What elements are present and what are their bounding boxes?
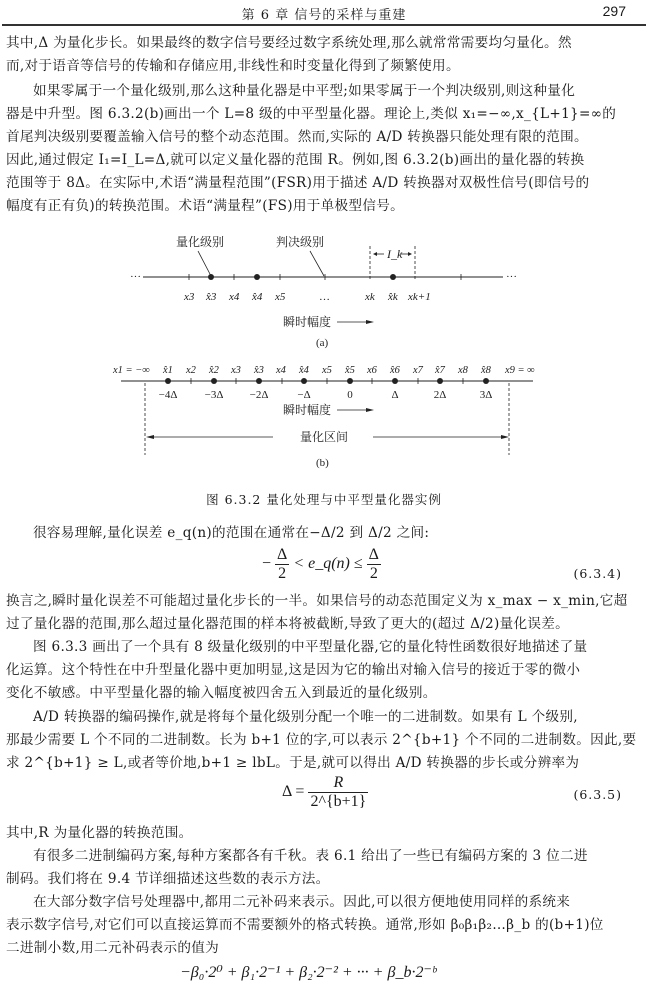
diagram-b [112,365,535,469]
text-line: 范围等于 8Δ。在实际中,术语“满量程范围”(FSR)用于描述 A/D 转换器对双极性信号(即信号的 [6,175,590,191]
level-value: −Δ [297,389,311,401]
tick-label: x4 [229,291,240,303]
text-line: 如果零属于一个量化级别,那么这种量化器是中平型;如果零属于一个判决级别,则这种量化 [33,83,576,99]
equation-number: (6.3.5) [573,787,622,802]
figure-quantizer [0,225,648,485]
text-line: 有很多二进制编码方案,每种方案都各有千秋。表 6.1 给出了一些已有编码方案的 3 位二进 [33,848,588,864]
text-line: 制码。我们将在 9.4 节详细描述这些数的表示方法。 [6,871,330,887]
text-line: 因此,通过假定 I₁=I_L=Δ,就可以定义量化器的范围 R。例如,图 6.3.2(b)画出的量化器的转换 [6,152,585,168]
text-line: 过了量化器的范围,那么超过量化器范围的样本将被截断,导致了更大的(超过 Δ/2)量化误差。 [6,616,570,632]
eq-fraction [367,546,381,583]
axis-label-b: 瞬时幅度 [283,403,332,417]
equation-number: (6.3.4) [573,566,622,581]
decision-label: x5 [322,365,332,376]
text-line: 图 6.3.3 画出了一个具有 8 级量化级别的中平型量化器,它的量化特性函数很好地描述了量 [33,639,588,655]
sublabel-b: (b) [316,457,329,469]
label-quant-level: 量化级别 [176,235,225,249]
text-line: 而,对于语音等信号的传输和存储应用,非线性和时变量化得到了频繁使用。 [6,58,460,74]
level-label: x̂5 [345,365,355,376]
tick-label: xk [365,291,375,303]
eq-minus: − [262,555,272,573]
paragraph-2 [6,80,642,218]
eq-num: R [308,774,368,793]
paragraph-7 [6,822,642,845]
level-label: x̂7 [435,365,445,376]
paragraph-1 [6,32,642,78]
tick-label: xk+1 [408,291,431,303]
equation-6-3-5 [282,774,368,811]
level-value: −2Δ [249,389,269,401]
decision-label: x3 [231,365,241,376]
level-value: 2Δ [433,389,447,401]
level-label: x̂8 [481,365,491,376]
interval-label: I_k [387,247,403,261]
eq-fraction [275,546,289,583]
eq-den: 2 [369,565,378,582]
tick-label: … [319,291,330,303]
axis-label-a: 瞬时幅度 [283,315,332,329]
level-value: 3Δ [479,389,493,401]
header-rule [2,24,646,26]
decision-label: x1 = −∞ [113,365,150,376]
sublabel-a: (a) [316,337,329,349]
text-line: 幅度有正有负)的转换范围。术语“满量程”(FS)用于单极型信号。 [6,198,404,214]
tick-label: x3 [184,291,195,303]
text-line: 求 2^{b+1} ≥ L,或者等价地,b+1 ≥ lbL。于是,就可以得出 A/D 转换器的步长或分辨率为 [6,755,580,771]
paragraph-9 [6,891,642,960]
chapter-title: 第 6 章 信号的采样与重建 [241,8,407,23]
tick-label: x̂3 [206,291,217,303]
text-line: 其中,Δ 为量化步长。如果最终的数字信号要经过数字系统处理,那么就常常需要均匀量化。然 [6,35,572,51]
eq-den: 2 [278,565,287,582]
level-label: x̂6 [390,365,400,376]
decision-label: x6 [367,365,377,376]
tick-label: x5 [275,291,286,303]
text-line: 表示数字信号,对它们可以直接运算而不需要额外的格式转换。通常,形如 β₀β₁β₂…β_b 的(b+1)位 [6,917,604,933]
level-value: 0 [347,389,353,401]
svg-text:···: ··· [130,271,141,283]
text-line: 变化不敏感。中平型量化器的输入幅度被四舍五入到最近的量化级别。 [6,685,437,701]
paragraph-4 [6,590,642,636]
svg-text:···: ··· [506,271,517,283]
page-header [0,0,648,24]
text-line: 其中,R 为量化器的转换范围。 [6,825,193,841]
level-value: −3Δ [204,389,224,401]
text-line: 很容易理解,量化误差 e_q(n)的范围在通常在−Δ/2 到 Δ/2 之间: [33,525,430,541]
paragraph-8 [6,845,642,891]
level-label: x̂3 [254,365,264,376]
text-line: 化运算。这个特性在中升型量化器中更加明显,这是因为它的输出对输入信号的接近于零的微小 [6,662,581,678]
eq-den: 2^{b+1} [310,793,367,810]
text-line: 二进制小数,用二元补码表示的值为 [6,940,220,956]
eq-lhs: Δ = [282,783,309,801]
eq-num: Δ [277,546,288,563]
equation-twos-complement: −β₀·2⁰ + β₁·2⁻¹ + β₂·2⁻² + ··· + β_b·2⁻ᵇ [180,964,437,981]
level-label: x̂4 [299,365,309,376]
level-label: x̂2 [209,365,219,376]
eq-num: Δ [368,546,379,563]
level-value: Δ [391,389,399,401]
text-line: A/D 转换器的编码操作,就是将每个量化级别分配一个唯一的二进制数。如果有 L 个级别, [33,709,578,725]
decision-label: x7 [413,365,423,376]
paragraph-5 [6,636,642,705]
paragraph-3 [6,522,642,545]
decision-label: x8 [458,365,468,376]
text-line: 首尾判决级别要覆盖输入信号的整个动态范围。然而,实际的 A/D 转换器只能处理有限的范围。 [6,129,588,145]
level-label: x̂1 [163,365,173,376]
eq-fraction [308,774,368,811]
equation-6-3-4 [262,546,381,583]
text-line: 换言之,瞬时量化误差不可能超过量化步长的一半。如果信号的动态范围定义为 x_max − x_min,它超 [6,593,628,609]
diagram-a [130,234,517,349]
decision-label: x9 = ∞ [505,365,535,376]
eq-middle: < e_q(n) ≤ [293,555,367,573]
tick-label: x̂4 [252,291,263,303]
text-line: 器是中升型。图 6.3.2(b)画出一个 L=8 级的中平型量化器。理论上,类似 x₁=−∞,x_{L+1}=∞的 [6,106,617,122]
range-label: 量化区间 [300,430,349,444]
text-line: 那最少需要 L 个不同的二进制数。长为 b+1 位的字,可以表示 2^{b+1} 个不同的二进制数。因此,要 [6,732,637,748]
level-value: −4Δ [158,389,178,401]
paragraph-6 [6,706,642,775]
decision-label: x4 [276,365,286,376]
decision-label: x2 [186,365,196,376]
tick-label: x̂k [388,291,398,303]
page-number: 297 [602,3,626,19]
figure-caption: 图 6.3.2 量化处理与中平型量化器实例 [206,492,442,507]
label-decision-level: 判决级别 [276,235,325,249]
text-line: 在大部分数字信号处理器中,都用二元补码来表示。因此,可以很方便地使用同样的系统来 [33,894,571,910]
